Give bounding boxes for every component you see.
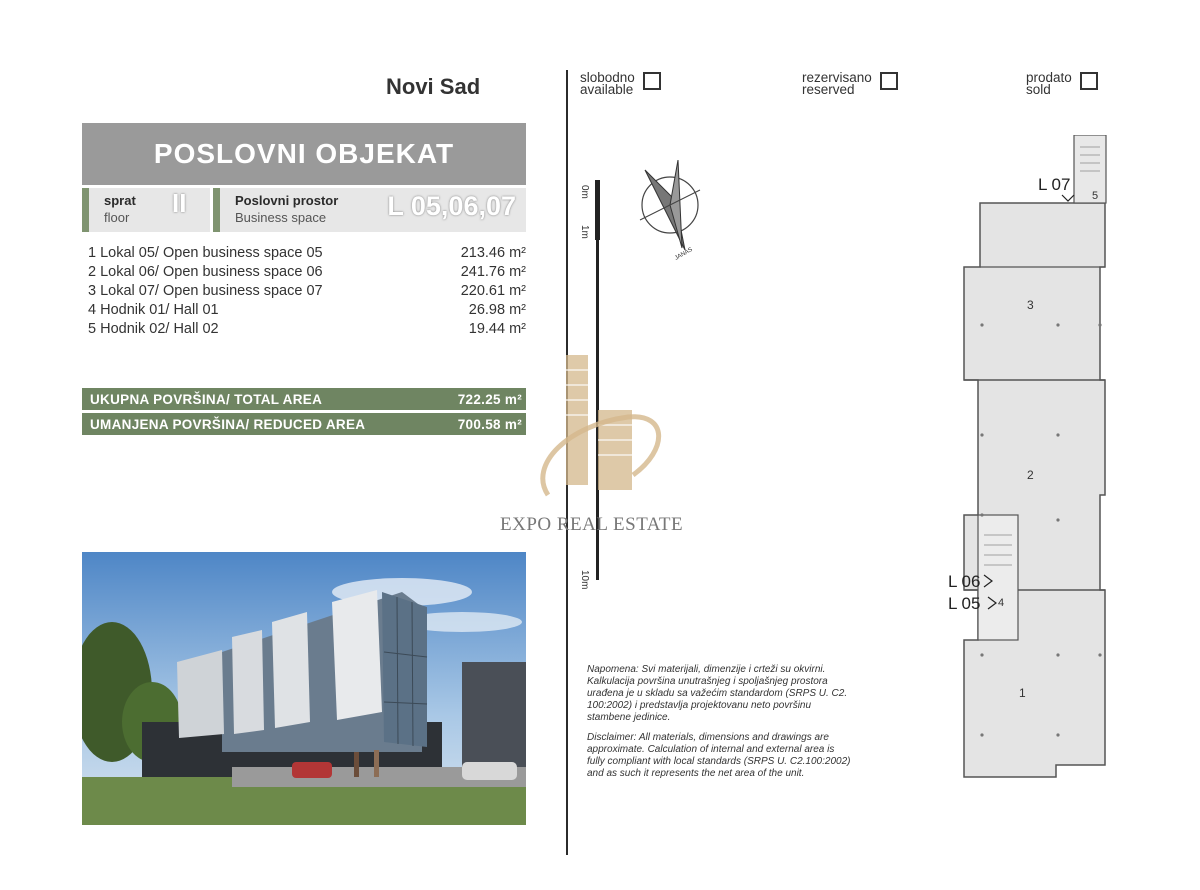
accent-strip [82,188,89,232]
list-item [88,263,526,282]
room-name: 2 Lokal 06/ Open business space 06 [88,264,323,280]
available-checkbox[interactable] [643,72,661,90]
building-render-svg [82,552,526,825]
floor-label-en: floor [104,210,130,225]
sold-checkbox[interactable] [1080,72,1098,90]
stairwell-top [1074,135,1106,203]
scale-bar-segment [595,180,600,240]
room-list [88,244,526,339]
legend-reserved-sr: rezervisano [802,70,872,85]
watermark-text: EXPO REAL ESTATE [500,514,684,535]
scale-label-1: 1m [579,225,590,239]
page-title: POSLOVNI OBJEKAT [153,138,455,169]
room-number-2: 2 [1027,468,1034,482]
space-label-sr: Poslovni prostor [235,193,339,208]
legend-reserved-en: reserved [802,82,855,97]
city-name: Novi Sad [386,74,481,99]
chevron-down-icon [1062,195,1074,201]
building-render-image [82,552,526,825]
room-area: 26.98 m² [468,302,526,318]
room-name: 4 Hodnik 01/ Hall 01 [88,302,219,318]
room-name: 1 Lokal 05/ Open business space 05 [88,245,323,261]
list-item [88,282,526,301]
room-area: 220.61 m² [460,283,526,299]
legend-available-text [580,72,635,96]
floor-label [104,192,136,226]
list-item [88,244,526,263]
floor-plan [940,135,1120,785]
room-area: 19.44 m² [468,321,526,337]
reserved-checkbox[interactable] [880,72,898,90]
unit-label-l07: L 07 [1038,175,1071,194]
total-area-label: UKUPNA POVRŠINA/ TOTAL AREA [90,391,323,407]
legend-available [580,72,661,96]
unit-code: L 05,06,07 [387,191,516,221]
room-area: 241.76 m² [460,264,526,280]
scale-label-10: 10m [579,570,590,590]
unit-label-l05: L 05 [948,594,981,613]
room-number-4: 4 [998,597,1005,609]
legend-reserved [802,72,898,96]
compass-label: JANAS [674,246,694,262]
room-area: 213.46 m² [460,245,526,261]
room-number-1: 1 [1019,686,1026,700]
reduced-area-label: UMANJENA POVRŠINA/ REDUCED AREA [90,416,366,432]
legend-sold [1026,72,1098,96]
room-name: 3 Lokal 07/ Open business space 07 [88,283,323,299]
room-name: 5 Hodnik 02/ Hall 02 [88,321,219,337]
stairwell-middle [978,515,1018,640]
disclaimer-note [587,664,852,788]
scale-label-0: 0m [579,185,590,199]
legend-sold-sr: prodato [1026,70,1072,85]
total-area-bar [82,388,526,410]
unit-label-l06: L 06 [948,572,981,591]
compass-icon [640,160,700,262]
list-item [88,301,526,320]
space-label [235,192,338,226]
title-banner [82,123,526,185]
floor-info-row [82,188,526,232]
room-number-5: 5 [1092,190,1099,202]
list-item [88,320,526,339]
floor-cell [82,188,210,232]
room-number-3: 3 [1027,298,1034,312]
legend-available-sr: slobodno [580,70,635,85]
legend-available-en: available [580,82,634,97]
space-label-en: Business space [235,210,327,225]
reduced-area-value: 700.58 m² [457,416,522,432]
note-en: Disclaimer: All materials, dimensions and drawings are approximate. Calculation of internal and external area is fully compliant with local standards (SRPS U. C2.100:2002) and as such it represents the net area of the unit. [587,732,851,779]
watermark-logo [538,355,664,505]
accent-strip [213,188,220,232]
floor-label-sr: sprat [104,193,136,208]
plan-outline [964,203,1105,777]
total-area-value: 722.25 m² [457,391,522,407]
legend-reserved-text [802,72,872,96]
legend-sold-text [1026,72,1072,96]
space-cell [213,188,526,232]
reduced-area-bar [82,413,526,435]
floor-number: II [172,188,187,218]
note-sr: Napomena: Svi materijali, dimenzije i crteži su okvirni. Kalkulacija površina unutrašnjeg i spoljašnjeg prostora urađena je u skladu sa važećim standardom (SRPS U. C2. 100:2002) i predstavlja projektovanu neto površinu stambene jedinice. [587,664,848,723]
legend-sold-en: sold [1026,82,1051,97]
